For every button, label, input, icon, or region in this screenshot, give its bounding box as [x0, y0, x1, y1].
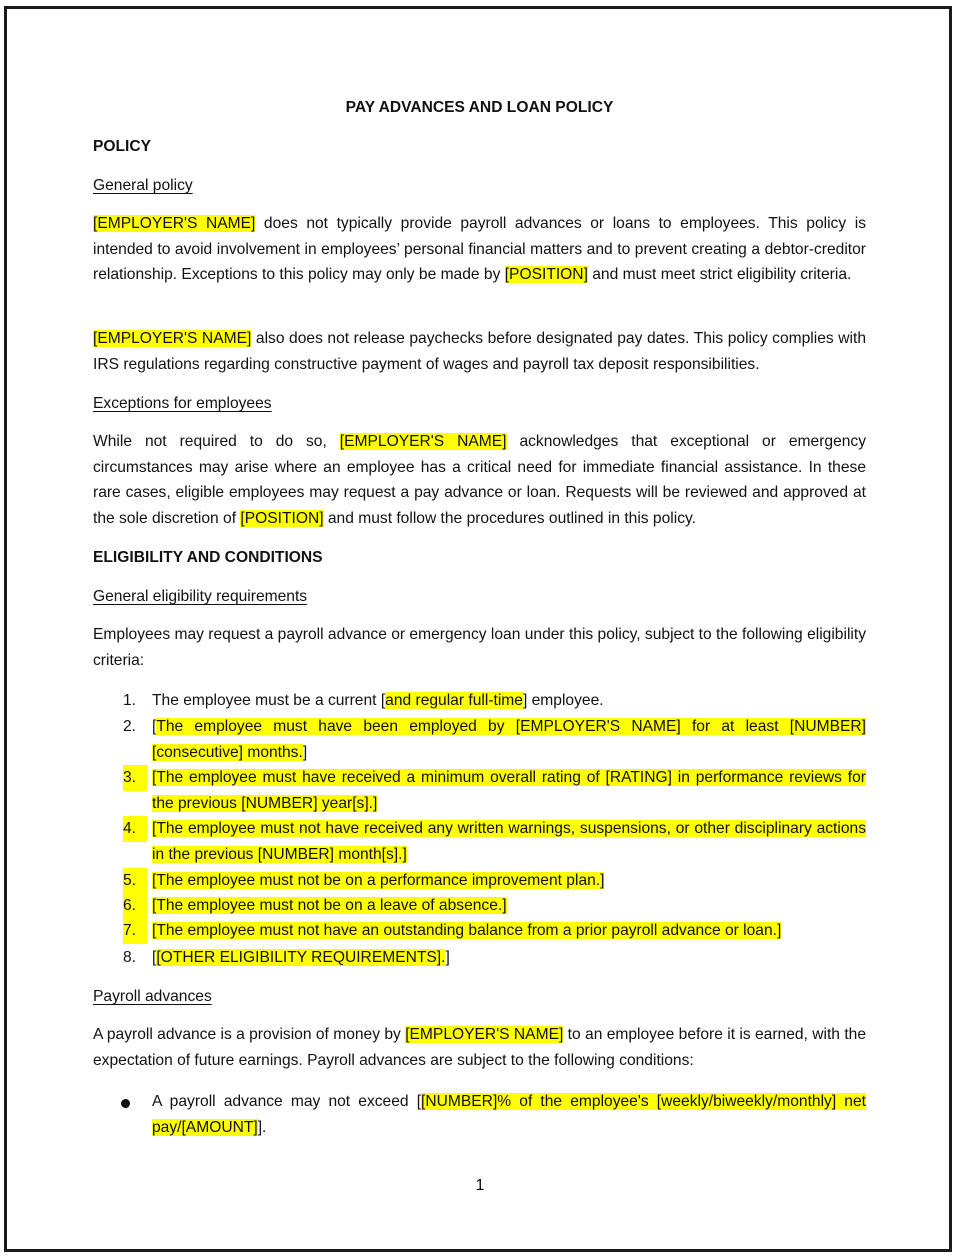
list-text: [: [152, 949, 157, 966]
subheading-eligibility: [93, 584, 866, 610]
highlighted-text: [OTHER ELIGIBILITY REQUIREMENTS].: [156, 949, 446, 966]
paragraph-text: to an employee before it is earned, with the expectation of future earnings. Payroll advances are subject to the following conditions:: [93, 1026, 866, 1069]
bullet-item-text: [152, 1089, 866, 1140]
subheading-general-policy-text: General policy: [93, 177, 193, 194]
paragraph-payroll-advances: [93, 1022, 866, 1073]
placeholder-employer-name: [EMPLOYER'S NAME]: [339, 433, 507, 450]
highlighted-text: [The employee must not be on a performance improvement plan.]: [152, 872, 605, 889]
list-item-text: [152, 918, 866, 944]
list-item-text: [152, 893, 866, 919]
list-text: ]: [302, 743, 308, 761]
list-number: 3.: [123, 765, 147, 791]
list-item-text: [152, 945, 866, 971]
subheading-payroll-advances: [93, 984, 866, 1010]
paragraph-text: A payroll advance is a provision of money by: [93, 1026, 406, 1043]
list-item: [93, 868, 866, 894]
highlighted-text: [The employee must not have an outstanding balance from a prior payroll advance or loan.]: [152, 922, 782, 939]
placeholder-position: [POSITION]: [504, 266, 588, 283]
list-item: [93, 918, 866, 944]
highlighted-text: [The employee must have received a minimum overall rating of [RATING] in performance reviews for the previous [NUMBER] year[s].]: [152, 769, 866, 812]
paragraph-general-policy-1: [93, 211, 866, 288]
list-item: [93, 816, 866, 867]
list-item: [93, 714, 866, 765]
highlighted-text: [NUMBER]% of the employee's [weekly/biweekly/monthly] net pay/[AMOUNT]: [152, 1093, 866, 1136]
paragraph-text: and must follow the procedures outlined in this policy.: [323, 509, 696, 527]
list-number: 7.: [123, 918, 147, 944]
section-heading-eligibility: ELIGIBILITY AND CONDITIONS: [93, 549, 323, 566]
list-number: 8.: [123, 949, 137, 966]
paragraph-eligibility-intro: Employees may request a payroll advance or emergency loan under this policy, subject to the following eligibility criteria:: [93, 626, 866, 669]
placeholder-employer-name: [EMPLOYER'S NAME]: [93, 330, 252, 347]
bullet-item: [93, 1089, 866, 1140]
list-item-text: [152, 714, 866, 765]
list-item: [93, 893, 866, 919]
list-text: The employee must be a current [: [152, 692, 386, 709]
highlighted-text: [The employee must not have received any written warnings, suspensions, or other disciplinary actions in the previous [NUMBER] month[s].]: [152, 820, 866, 863]
list-item: [93, 688, 866, 714]
paragraph-general-policy-2: [93, 326, 866, 377]
list-item-text: [152, 765, 866, 816]
placeholder-position: [POSITION]: [240, 509, 324, 527]
paragraph-text: While not required to do so,: [93, 433, 340, 450]
subheading-general-policy: [93, 173, 866, 199]
placeholder-employer-name: [EMPLOYER'S NAME]: [405, 1026, 564, 1043]
list-text: [: [152, 718, 157, 735]
list-text: ]: [445, 949, 450, 966]
paragraph-text: does not typically provide payroll advances or loans to employees. This policy is intended to avoid involvement in employees’ personal financial matters and to prevent creating a debtor-creditor relationship. Exceptions to this policy may only be made by: [93, 215, 866, 283]
bullet-icon: [121, 1099, 130, 1108]
paragraph-text: and must meet strict eligibility criteria.: [587, 266, 852, 283]
list-text: ].: [257, 1118, 267, 1136]
highlighted-text: and regular full-time: [385, 692, 523, 709]
list-item-text: [152, 688, 866, 714]
paragraph-text: acknowledges that exceptional or emergency circumstances may arise where an employee has a critical need for immediate financial assistance. In these rare cases, eligible employees may request a pay advance or loan. Requests will be reviewed and approved at the sole discretion of: [93, 433, 867, 527]
highlighted-text: [The employee must not be on a leave of absence.]: [152, 897, 507, 914]
list-text: A payroll advance may not exceed [: [152, 1093, 422, 1110]
list-number: 4.: [123, 816, 147, 842]
paragraph-exceptions: [93, 429, 866, 531]
section-heading-policy: POLICY: [93, 138, 152, 155]
list-number: 5.: [123, 868, 147, 894]
list-number: 6.: [123, 893, 147, 919]
subheading-payroll-advances-text: Payroll advances: [93, 988, 212, 1005]
page-number: 1: [475, 1177, 485, 1194]
list-number: 1.: [123, 692, 137, 709]
list-item: [93, 765, 866, 816]
list-number: 2.: [123, 718, 137, 735]
subheading-eligibility-text: General eligibility requirements: [93, 588, 308, 605]
placeholder-employer-name: [EMPLOYER'S NAME]: [93, 215, 256, 232]
list-item-text: [152, 868, 866, 894]
subheading-exceptions-text: Exceptions for employees: [93, 395, 272, 412]
subheading-exceptions: [93, 391, 866, 417]
list-text: ] employee.: [522, 692, 604, 709]
document-title: PAY ADVANCES AND LOAN POLICY: [345, 99, 614, 116]
highlighted-text: The employee must have been employed by [EMPLOYER'S NAME] for at least [NUMBER] [consecutive] months.: [152, 718, 866, 761]
list-item: [93, 945, 866, 971]
paragraph-text: also does not release paychecks before designated pay dates. This policy complies with IRS regulations regarding constructive payment of wages and payroll tax deposit responsibilities.: [93, 330, 866, 373]
list-item-text: [152, 816, 866, 867]
